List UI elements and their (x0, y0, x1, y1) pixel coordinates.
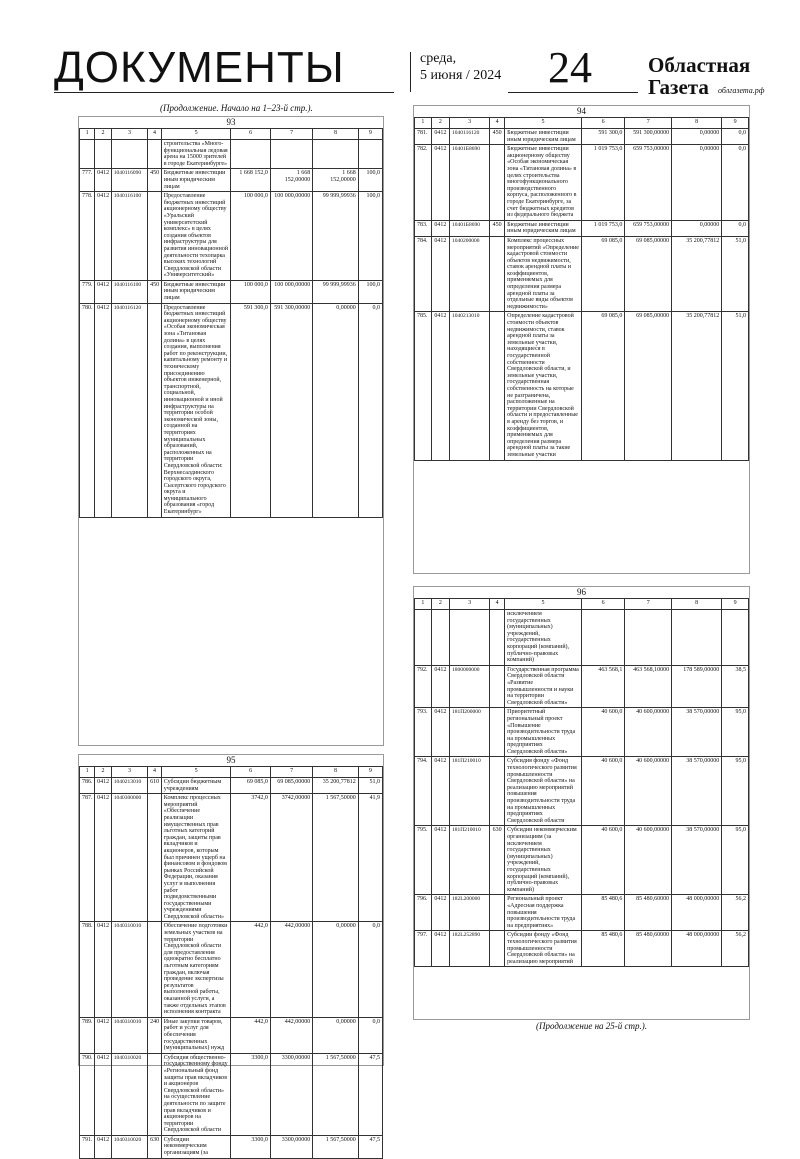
column-number: 9 (722, 118, 749, 129)
table-cell: Бюджетные инвестиции иным юридическим лицам (161, 169, 231, 192)
column-number: 9 (358, 129, 382, 140)
table-cell: 69 085,00000 (270, 778, 312, 794)
column-number: 7 (625, 118, 672, 129)
table-cell: 3742,0 (231, 794, 270, 922)
table-cell: 0412 (431, 665, 449, 708)
table-cell: исключением государственных (муниципальных) учреждений, государственных корпораций (компаний), публично-правовых компаний) (505, 610, 582, 666)
table-cell: Государственная программа Свердловской области «Развитие промышленности и науки на территории Свердловской области» (505, 665, 582, 708)
table-cell: 0,00000 (672, 129, 722, 145)
table-cell: 35 200,77812 (672, 312, 722, 460)
table-cell: 787. (80, 794, 95, 922)
table-cell: 779. (80, 280, 95, 303)
table-cell (722, 610, 749, 666)
section-title: ДОКУМЕНТЫ (54, 43, 345, 92)
table-cell: 0,0 (358, 303, 382, 517)
table-row (80, 192, 383, 281)
column-number: 6 (231, 129, 270, 140)
table-cell: 1 668 152,0 (231, 169, 270, 192)
table-cell: 0,00000 (672, 145, 722, 221)
column-number: 2 (95, 767, 112, 778)
table-cell: 781. (415, 129, 432, 145)
column-number: 1 (415, 599, 432, 610)
table-cell: 780. (80, 303, 95, 517)
table-cell: 35 200,77812 (313, 778, 358, 794)
table-row (80, 169, 383, 192)
table-cell: 100 000,0 (231, 280, 270, 303)
table-cell: 85 480,60000 (625, 931, 672, 967)
table-cell: 1800000000 (450, 665, 490, 708)
table-row (415, 826, 749, 895)
table-cell (490, 236, 505, 312)
column-number: 5 (505, 118, 582, 129)
table-cell (358, 140, 382, 169)
table-cell: 450 (490, 129, 505, 145)
table-cell: 56,2 (722, 931, 749, 967)
scan-page-93 (78, 116, 384, 746)
table-cell: 38,5 (722, 665, 749, 708)
table-cell (490, 931, 505, 967)
table-cell: 3300,0 (231, 1053, 270, 1135)
table-cell: 1040116090 (111, 169, 147, 192)
table-cell: 100 000,00000 (270, 280, 312, 303)
table-cell (313, 140, 358, 169)
table-cell: 40 600,0 (581, 708, 624, 757)
table-cell: 3742,00000 (270, 794, 312, 922)
table-cell (415, 610, 432, 666)
table-cell: 100,0 (358, 192, 382, 281)
table-cell (581, 610, 624, 666)
table-cell: 1 668 152,00000 (313, 169, 358, 192)
table-row (80, 1017, 383, 1053)
table-cell: 181П200000 (450, 708, 490, 757)
table-cell: 0412 (95, 192, 112, 281)
table-cell: 442,0 (231, 1017, 270, 1053)
table-cell (490, 312, 505, 460)
column-number: 8 (672, 599, 722, 610)
column-number: 8 (672, 118, 722, 129)
table-cell (490, 895, 505, 931)
table-cell (111, 140, 147, 169)
column-number: 6 (581, 118, 624, 129)
table-row (80, 303, 383, 517)
table-cell: 785. (415, 312, 432, 460)
column-number: 7 (625, 599, 672, 610)
table-cell: Обеспечение подготовки земельных участков на территории Свердловской области для предоставления однократно бесплатно льготным категориям граждан, включая проведение экспертизы результатов выполненной работы, оказанной услуги, а также отдельных этапов исполнения контракта (161, 922, 231, 1017)
table-cell (148, 192, 162, 281)
table-row (415, 895, 749, 931)
table-cell: 1040310010 (111, 1017, 147, 1053)
table-cell: 797. (415, 931, 432, 967)
table-cell: 85 480,60000 (625, 895, 672, 931)
table-cell: 47,5 (358, 1135, 382, 1158)
table-row (415, 708, 749, 757)
table-cell: 69 085,0 (581, 312, 624, 460)
table-cell: Субсидии некоммерческим организациям (за исключением государственных (муниципальных) учреждений, государственных корпораций (компаний), публично-правовых компаний) (505, 826, 582, 895)
table-cell: 100 000,00000 (270, 192, 312, 281)
table-cell: Предоставление бюджетных инвестиций акционерному обществу «Особая экономическая зона «Титановая долина» в целях создания, выполнения работ по реконструкции, капитальному ремонту и техническому присоединению объектов инженерной, транспортной, социальной, инновационной и иной инфраструктуры на территории особой экономической зоны, созданной на территориях муниципальных образований, расположенных на территории Свердловской области: Верхнесалдинского городского округа, Сысертского городского округа и муниципального образования «город Екатеринбург» (161, 303, 231, 517)
table-cell: 0412 (95, 169, 112, 192)
column-number: 2 (431, 118, 449, 129)
table-cell: 591 300,00000 (625, 129, 672, 145)
table-cell: Комплекс процессных мероприятий «Обеспечение реализации имущественных прав льготных категорий граждан, защиты прав вкладчиков и акционеров, которым был причинен ущерб на финансовом и фондовом рынках Российской Федерации, оказания услуг и выполнения работ подведомственными государственными учреждениями Свердловской области» (161, 794, 231, 922)
table-cell (672, 610, 722, 666)
column-number: 2 (431, 599, 449, 610)
table-cell: Субсидии фонду «Фонд технологического развития промышленности Свердловской области» на реализацию мероприятий (505, 931, 582, 967)
table-cell: 0412 (431, 236, 449, 312)
table-cell: 463 568,10000 (625, 665, 672, 708)
table-cell: 1040116120 (450, 129, 490, 145)
continued-from-note: (Продолжение. Начало на 1–23-й стр.). (160, 103, 313, 113)
table-cell: 100 000,0 (231, 192, 270, 281)
table-cell: 0,0 (722, 129, 749, 145)
table-cell: 0412 (95, 794, 112, 922)
table-cell: Региональный проект «Адресная поддержка повышения производительности труда на предприятиях» (505, 895, 582, 931)
column-number: 9 (358, 767, 382, 778)
column-number: 4 (490, 599, 505, 610)
table-cell: Субсидии бюджетным учреждениям (161, 778, 231, 794)
table-cell: Субсидия общественно-государственному фонду «Региональный фонд защиты прав вкладчиков и акционеров Свердловской области» на осуществление деятельности по защите прав вкладчиков и акционеров на территории Свердловской области (161, 1053, 231, 1135)
table-cell: 1 567,50000 (313, 794, 358, 922)
table-cell: 40 600,0 (581, 757, 624, 826)
table-cell: 463 568,1 (581, 665, 624, 708)
table-cell: 40 600,00000 (625, 757, 672, 826)
table-cell: 48 000,00000 (672, 931, 722, 967)
table-cell: 786. (80, 778, 95, 794)
table-cell: 99 999,99936 (313, 192, 358, 281)
table-cell (148, 303, 162, 517)
table-cell: 0,00000 (313, 303, 358, 517)
table-cell: 95,0 (722, 826, 749, 895)
table-cell (148, 1053, 162, 1135)
table-cell: 69 085,00000 (625, 236, 672, 312)
table-cell: 69 085,00000 (625, 312, 672, 460)
continued-to-note: (Продолжение на 25-й стр.). (536, 1021, 648, 1031)
column-number: 2 (95, 129, 112, 140)
table-cell: 1 567,50000 (313, 1135, 358, 1158)
table-row (415, 665, 749, 708)
table-cell: 1040310010 (111, 922, 147, 1017)
table-cell: 38 570,00000 (672, 757, 722, 826)
table-cell: 95,0 (722, 708, 749, 757)
table-row (415, 145, 749, 221)
table-cell: 788. (80, 922, 95, 1017)
column-number: 4 (148, 767, 162, 778)
table-row (80, 140, 383, 169)
table-row (415, 757, 749, 826)
table-row (415, 220, 749, 236)
header-divider (410, 52, 411, 92)
table-cell: 777. (80, 169, 95, 192)
table-cell: 450 (148, 169, 162, 192)
table-cell: 793. (415, 708, 432, 757)
table-cell: 1040310020 (111, 1053, 147, 1135)
table-cell (95, 140, 112, 169)
table-cell: 591 300,00000 (270, 303, 312, 517)
table-cell: 40 600,0 (581, 826, 624, 895)
table-row (80, 794, 383, 922)
column-number: 5 (161, 767, 231, 778)
table-cell: 1 019 753,0 (581, 220, 624, 236)
table-cell (148, 794, 162, 922)
table-cell: 0412 (431, 931, 449, 967)
table-cell: 56,2 (722, 895, 749, 931)
table-cell: 778. (80, 192, 95, 281)
page-number-label: 95 (226, 755, 236, 765)
table-cell: 51,0 (722, 236, 749, 312)
column-number: 4 (148, 129, 162, 140)
table-cell: 0412 (95, 280, 112, 303)
table-cell: 450 (148, 280, 162, 303)
table-cell: 450 (490, 220, 505, 236)
table-cell: 0412 (95, 778, 112, 794)
table-row (80, 280, 383, 303)
table-cell: 181П210010 (450, 826, 490, 895)
column-number: 3 (111, 129, 147, 140)
scan-page-96 (413, 586, 750, 1020)
table-cell: 1040200000 (450, 236, 490, 312)
table-cell: 794. (415, 757, 432, 826)
table-cell: 0412 (431, 826, 449, 895)
table-cell: 0412 (431, 129, 449, 145)
page-number-label: 94 (577, 106, 586, 116)
budget-table (79, 766, 383, 1159)
table-cell (231, 140, 270, 169)
table-cell: 69 085,0 (231, 778, 270, 794)
table-cell: 1040213010 (450, 312, 490, 460)
table-cell: Предоставление бюджетных инвестиций акционерному обществу «Уральский университетский комплекс» в целях создания объектов инфраструктуры для развития инновационной деятельности техопарка высоких технологий Свердловской области «Университетский» (161, 192, 231, 281)
column-number: 1 (415, 118, 432, 129)
column-number: 5 (161, 129, 231, 140)
table-cell: 0412 (431, 145, 449, 221)
table-cell (450, 610, 490, 666)
table-cell: 1 019 753,0 (581, 145, 624, 221)
column-number: 3 (450, 599, 490, 610)
scan-page-95 (78, 754, 384, 1157)
table-cell: 178 589,00000 (672, 665, 722, 708)
table-cell: 0412 (95, 303, 112, 517)
table-cell: 0412 (95, 1053, 112, 1135)
table-cell: 1 567,50000 (313, 1053, 358, 1135)
table-cell: 182L252890 (450, 931, 490, 967)
table-cell: 48 000,00000 (672, 895, 722, 931)
table-cell: 0,0 (722, 220, 749, 236)
table-cell: 40 600,00000 (625, 826, 672, 895)
table-cell: 796. (415, 895, 432, 931)
issue-date-line: 5 июня / 2024 (420, 68, 502, 83)
column-number: 8 (313, 129, 358, 140)
column-number: 4 (490, 118, 505, 129)
table-cell: 85 480,6 (581, 895, 624, 931)
table-cell: 41,9 (358, 794, 382, 922)
table-cell (490, 708, 505, 757)
table-cell: 790. (80, 1053, 95, 1135)
table-row (80, 1135, 383, 1158)
section-rule (54, 92, 394, 93)
table-cell: Комплекс процессных мероприятий «Определение кадастровой стоимости объектов недвижимости, ставок арендной платы и коэффициентов, применяемых для определения размера арендной платы за отдельные виды объектов недвижимости» (505, 236, 582, 312)
table-cell: 10401Б8690 (450, 220, 490, 236)
table-row (415, 236, 749, 312)
table-cell: 85 480,6 (581, 931, 624, 967)
table-cell: Субсидии некоммерческим организациям (за (161, 1135, 231, 1158)
table-cell (490, 610, 505, 666)
table-row (80, 1053, 383, 1135)
newspaper-site: облгазета.рф (718, 86, 765, 95)
budget-table (414, 598, 749, 967)
table-cell (80, 140, 95, 169)
table-cell: 591 300,0 (581, 129, 624, 145)
page-number-rule (508, 92, 638, 93)
table-cell: 792. (415, 665, 432, 708)
page-number-label: 96 (577, 587, 586, 597)
table-cell: 0412 (431, 220, 449, 236)
column-number-row (80, 129, 383, 140)
table-row (80, 778, 383, 794)
table-row (415, 312, 749, 460)
table-row (415, 129, 749, 145)
table-cell: 1040116100 (111, 192, 147, 281)
column-number: 3 (450, 118, 490, 129)
newspaper-name-line1: Областная (648, 53, 751, 77)
issue-weekday: среда, (420, 51, 457, 66)
table-cell (625, 610, 672, 666)
table-row (415, 610, 749, 666)
column-number: 7 (270, 129, 312, 140)
table-cell: 3300,0 (231, 1135, 270, 1158)
table-cell: 95,0 (722, 757, 749, 826)
table-cell: 0,0 (358, 922, 382, 1017)
table-cell: 1040300000 (111, 794, 147, 922)
issue-date (420, 50, 501, 84)
table-cell: 40 600,00000 (625, 708, 672, 757)
table-cell: Бюджетные инвестиции иным юридическим лицам (505, 220, 582, 236)
table-cell: 3300,00000 (270, 1053, 312, 1135)
budget-table (414, 117, 749, 461)
table-cell: 1040213010 (111, 778, 147, 794)
table-cell: строительства «Много-функциональная ледовая арена на 15000 зрителей в городе Екатеринбурге» (161, 140, 231, 169)
column-number: 8 (313, 767, 358, 778)
table-cell: 100,0 (358, 169, 382, 192)
table-cell: 0,0 (358, 1017, 382, 1053)
table-cell: 51,0 (358, 778, 382, 794)
table-cell: Бюджетные инвестиции иным юридическим лицам (505, 129, 582, 145)
table-cell: 51,0 (722, 312, 749, 460)
table-row (415, 931, 749, 967)
table-cell: 784. (415, 236, 432, 312)
column-number: 3 (111, 767, 147, 778)
table-cell: 69 085,0 (581, 236, 624, 312)
table-row (80, 922, 383, 1017)
table-cell: 240 (148, 1017, 162, 1053)
table-cell (148, 140, 162, 169)
table-cell: 0412 (431, 895, 449, 931)
table-cell: 0412 (95, 922, 112, 1017)
column-number-row (415, 118, 749, 129)
table-cell: 1040310020 (111, 1135, 147, 1158)
table-cell: 38 570,00000 (672, 826, 722, 895)
table-cell: 35 200,77812 (672, 236, 722, 312)
table-cell (148, 922, 162, 1017)
column-number-row (415, 599, 749, 610)
page-number: 24 (548, 43, 592, 92)
table-cell: 630 (490, 826, 505, 895)
table-cell (490, 757, 505, 826)
column-number: 1 (80, 767, 95, 778)
column-number-row (80, 767, 383, 778)
table-cell: 10401Б8690 (450, 145, 490, 221)
table-cell: 0,00000 (313, 922, 358, 1017)
table-cell: 1 668 152,00000 (270, 169, 312, 192)
table-cell: 0412 (431, 757, 449, 826)
column-number: 9 (722, 599, 749, 610)
table-cell: 591 300,0 (231, 303, 270, 517)
table-cell: 0,00000 (313, 1017, 358, 1053)
newspaper-name-line2: Газета (648, 75, 709, 99)
table-cell: Иные закупки товаров, работ и услуг для обеспечения государственных (муниципальных) нужд (161, 1017, 231, 1053)
table-cell: 791. (80, 1135, 95, 1158)
budget-table (79, 128, 383, 518)
table-cell: 100,0 (358, 280, 382, 303)
table-cell: 0412 (431, 708, 449, 757)
scan-page-94 (413, 105, 750, 574)
table-cell: 442,00000 (270, 922, 312, 1017)
table-cell: 0412 (431, 312, 449, 460)
table-cell (431, 610, 449, 666)
table-cell: Определение кадастровой стоимости объектов недвижимости, ставок арендной платы за земельные участки, находящиеся в государственной собственности Свердловской области, и земельные участки, государственная собственность на которые не разграничена, расположенные на территории Свердловской области и предоставленные в аренду без торгов, и коэффициентов, применяемых для определения размера арендной платы за такие земельные участки (505, 312, 582, 460)
table-cell: 659 753,00000 (625, 145, 672, 221)
column-number: 1 (80, 129, 95, 140)
table-cell: 3300,00000 (270, 1135, 312, 1158)
page-number-label: 93 (226, 117, 236, 127)
table-cell: 0412 (95, 1135, 112, 1158)
table-cell: 0,00000 (672, 220, 722, 236)
table-cell: 795. (415, 826, 432, 895)
table-cell: 782. (415, 145, 432, 221)
table-cell: 783. (415, 220, 432, 236)
table-cell: 1040116100 (111, 280, 147, 303)
table-cell: 182L200000 (450, 895, 490, 931)
table-cell: 442,00000 (270, 1017, 312, 1053)
table-cell (490, 665, 505, 708)
table-cell: 99 999,99936 (313, 280, 358, 303)
table-cell: 659 753,00000 (625, 220, 672, 236)
column-number: 6 (581, 599, 624, 610)
table-cell: 181П210010 (450, 757, 490, 826)
table-cell: 1040116120 (111, 303, 147, 517)
table-cell: 789. (80, 1017, 95, 1053)
table-cell (270, 140, 312, 169)
table-cell: Субсидия фонду «Фонд технологического развития промышленности Свердловской области» на реализацию мероприятий повышения производительности труда на промышленных предприятиях Свердловской области (505, 757, 582, 826)
table-cell: Бюджетные инвестиции иным юридическим лицам (161, 280, 231, 303)
table-cell: 610 (148, 778, 162, 794)
column-number: 6 (231, 767, 270, 778)
table-cell (490, 145, 505, 221)
column-number: 5 (505, 599, 582, 610)
table-cell: Бюджетные инвестиции акционерному обществу «Особая экономическая зона «Титановая долина» в целях строительства многофункционального производственного корпуса, расположенного в городе Екатеринбурге, за счет бюджетных кредитов из федерального бюджета (505, 145, 582, 221)
table-cell: 0,0 (722, 145, 749, 221)
table-cell: 0412 (95, 1017, 112, 1053)
table-cell: 47,5 (358, 1053, 382, 1135)
column-number: 7 (270, 767, 312, 778)
table-cell: 442,0 (231, 922, 270, 1017)
table-cell: 630 (148, 1135, 162, 1158)
table-cell: Приоритетный региональный проект «Повышение производительности труда на промышленных предприятиях Свердловской области» (505, 708, 582, 757)
table-cell: 38 570,00000 (672, 708, 722, 757)
